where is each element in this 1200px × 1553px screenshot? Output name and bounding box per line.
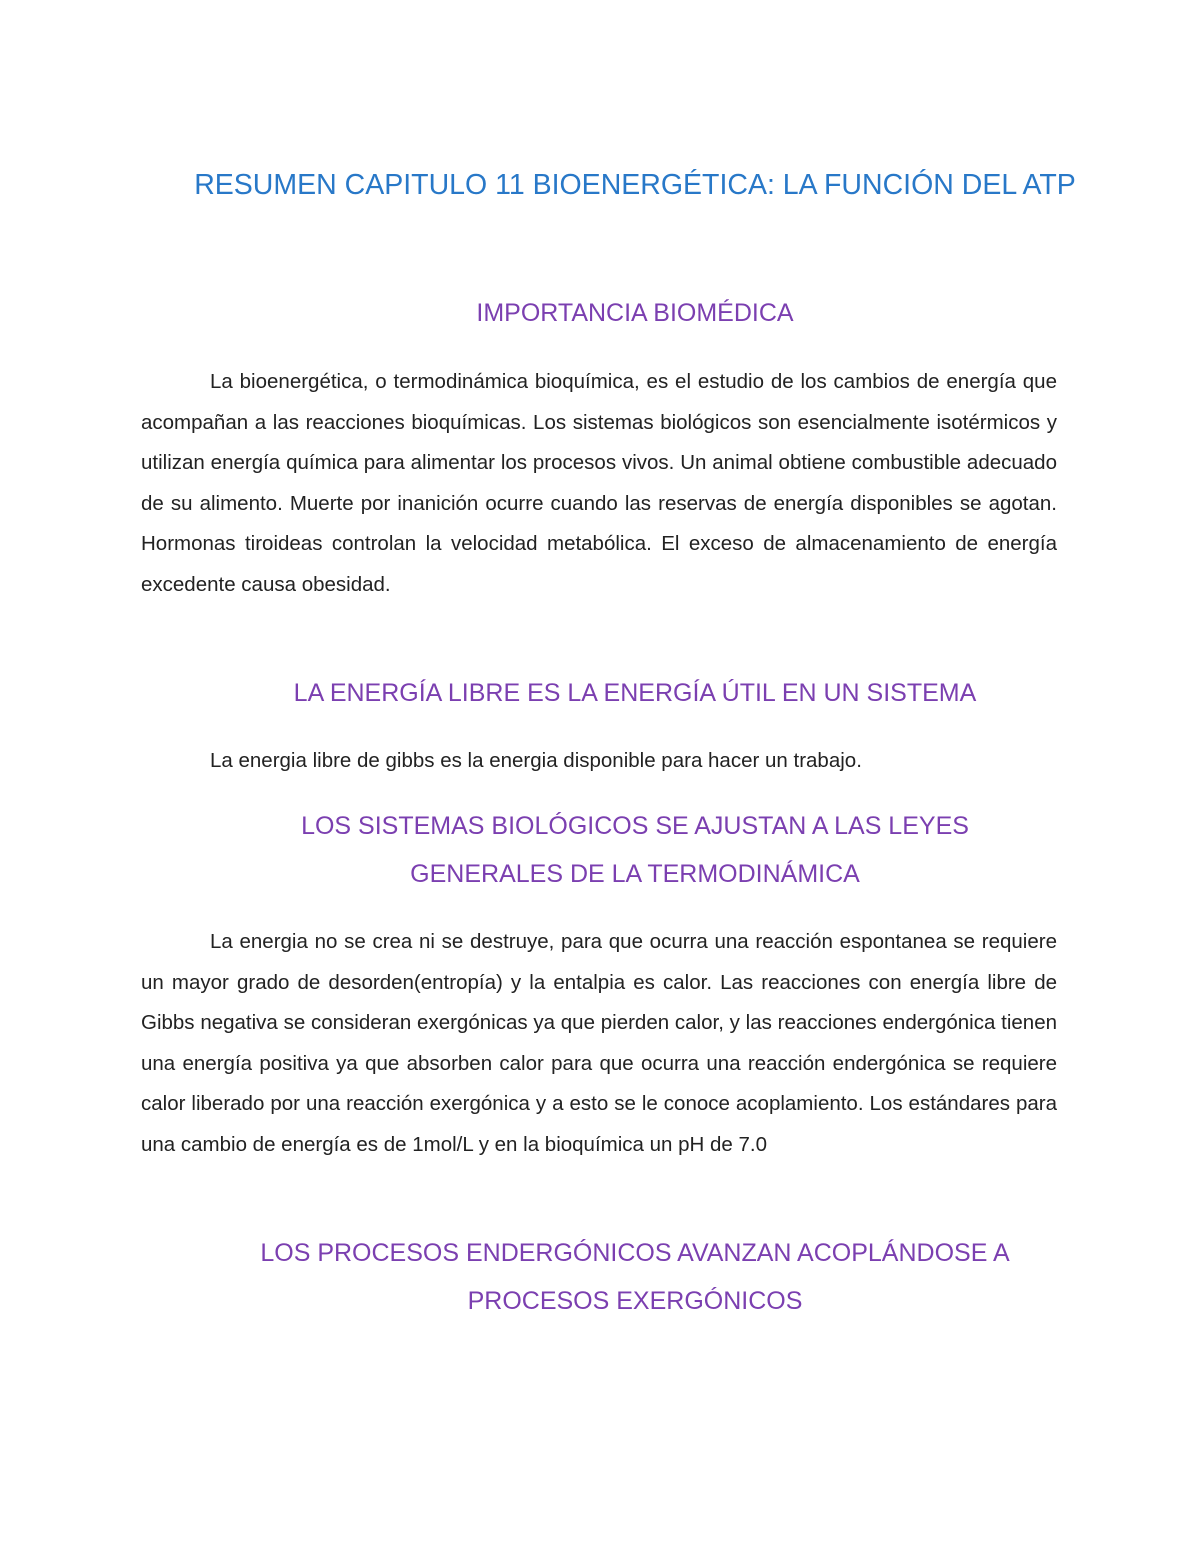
section-body-energia-libre: La energia libre de gibbs es la energia disponible para hacer un trabajo. <box>210 749 862 772</box>
section-body-termodinamica: La energia no se crea ni se destruye, para que ocurra una reacción espontanea se requiere un mayor grado de desorden(entropía) y la entalpia es calor. Las reacciones con energía libre de Gibbs negativa se consideran exergónicas ya que pierden calor, y las reacciones endergónica tienen una energía positiva ya que absorben calor para que ocurra una reacción endergónica se requiere calor liberado por una reacción exergónica y a esto se le conoce acoplamiento. Los estándares para una cambio de energía es de 1mol/L y en la bioquímica un pH de 7.0 <box>141 930 1057 1156</box>
section-heading-procesos: LOS PROCESOS ENDERGÓNICOS AVANZAN ACOPLÁNDOSE A PROCESOS EXERGÓNICOS <box>260 1239 1010 1315</box>
section-heading-termodinamica: LOS SISTEMAS BIOLÓGICOS SE AJUSTAN A LAS LEYES GENERALES DE LA TERMODINÁMICA <box>301 812 969 888</box>
section-heading-energia-libre: LA ENERGÍA LIBRE ES LA ENERGÍA ÚTIL EN UN SISTEMA <box>293 679 977 707</box>
document-title: RESUMEN CAPITULO 11 BIOENERGÉTICA: LA FUNCIÓN DEL ATP <box>194 169 1076 201</box>
section-body-importancia: La bioenergética, o termodinámica bioquímica, es el estudio de los cambios de energía que acompañan a las reacciones bioquímicas. Los sistemas biológicos son esencialmente isotérmicos y utilizan energía química para alimentar los procesos vivos. Un animal obtiene combustible adecuado de su alimento. Muerte por inanición ocurre cuando las reservas de energía disponibles se agotan. Hormonas tiroideas controlan la velocidad metabólica. El exceso de almacenamiento de energía excedente causa obesidad. <box>141 370 1057 596</box>
section-heading-importancia: IMPORTANCIA BIOMÉDICA <box>476 299 794 327</box>
